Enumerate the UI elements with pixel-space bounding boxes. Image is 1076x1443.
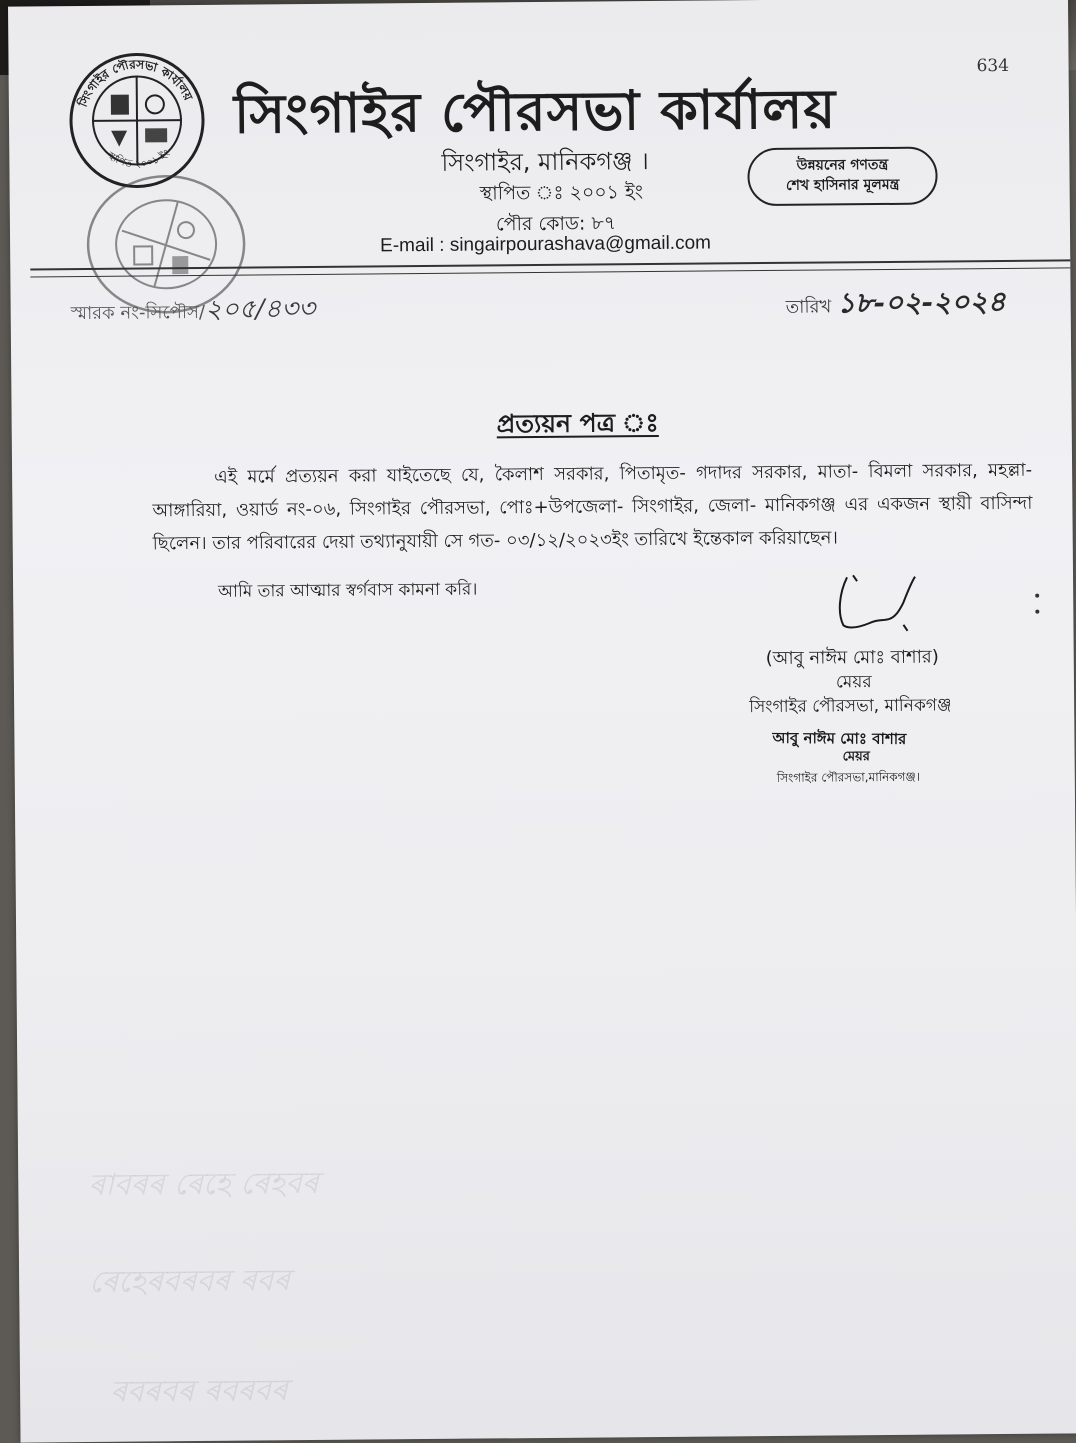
office-email: E-mail : singairpourashava@gmail.com — [380, 232, 712, 257]
municipal-code: পৌর কোড: ৮৭ — [495, 212, 617, 236]
handwritten-signature-icon — [833, 573, 924, 636]
slogan-line-1: উন্নয়নের গণতন্ত্র — [796, 156, 889, 174]
paper-mark — [1035, 610, 1039, 614]
issue-date — [785, 280, 1006, 329]
memo-handwritten: ২০৫/৪৩৩ — [204, 293, 316, 325]
bleed-through-text: ৰাবৰৰ ৰেহে ৰেহবৰ — [88, 1165, 319, 1203]
signatory-organization: সিংগাইর পৌরসভা, মানিকগঞ্জ — [749, 695, 952, 718]
established-year: স্থাপিত ঃ ২০০১ ইং — [479, 181, 644, 205]
paper-mark — [1035, 594, 1039, 598]
signatory-name: (আবু নাঈম মোঃ বাশার) — [765, 646, 939, 670]
svg-text:স্থাপিত ২০০১ ইং: স্থাপিত ২০০১ ইং — [105, 147, 173, 171]
stamp-name: আবু নাঈম মোঃ বাশার — [772, 728, 907, 748]
memo-number — [70, 288, 315, 334]
date-handwritten: ১৮-০২-২০২৪ — [836, 284, 1006, 320]
slogan-line-2: শেখ হাসিনার মূলমন্ত্র — [785, 176, 900, 194]
document-page — [8, 0, 1076, 1443]
signatory-role: মেয়র — [835, 672, 872, 693]
date-label: তারিখ — [785, 296, 832, 318]
svg-text:সিংগাইর পৌরসভা কার্যালয়: সিংগাইর পৌরসভা কার্যালয় — [75, 57, 196, 109]
office-title: সিংগাইর পৌরসভা কার্যালয় — [233, 76, 837, 146]
certificate-title: প্রত্যয়ন পত্র ঃ — [496, 407, 659, 439]
bleed-through-text: ৰেহেৰবৰবৰ ৰবৰ — [89, 1263, 291, 1300]
document-number: 634 — [976, 55, 1010, 77]
bleed-through-text: ৰবৰবৰ ৰবৰবৰ — [109, 1373, 288, 1410]
condolence-line: আমি তার আত্মার স্বর্গবাস কামনা করি। — [218, 579, 478, 602]
office-address: সিংগাইর, মানিকগঞ্জ । — [441, 147, 649, 177]
certificate-body: এই মর্মে প্রত্যয়ন করা যাইতেছে যে, কৈলাশ সরকার, পিতামৃত- গদাদর সরকার, মাতা- বিমলা সরকার, মহল্লা- আঙ্গারিয়া, ওয়ার্ড নং-০৬, সিংগাইর পৌরসভা, পোঃ+উপজেলা- সিংগাইর, জেলা- মানিকগঞ্জ এর একজন স্থায়ী বাসিন্দা ছিলেন। তার পরিবারের দেয়া তথ্যানুযায়ী সে গত- ০৩/১২/২০২৩ইং তারিখে ইন্তেকাল করিয়াছেন। — [152, 459, 1033, 555]
slogan-badge — [747, 147, 937, 207]
stamp-organization: সিংগাইর পৌরসভা,মানিকগঞ্জ। — [776, 769, 921, 785]
stamp-role: মেয়র — [842, 749, 870, 765]
memo-label: স্মারক নং-সিপৌস/ — [70, 301, 206, 325]
